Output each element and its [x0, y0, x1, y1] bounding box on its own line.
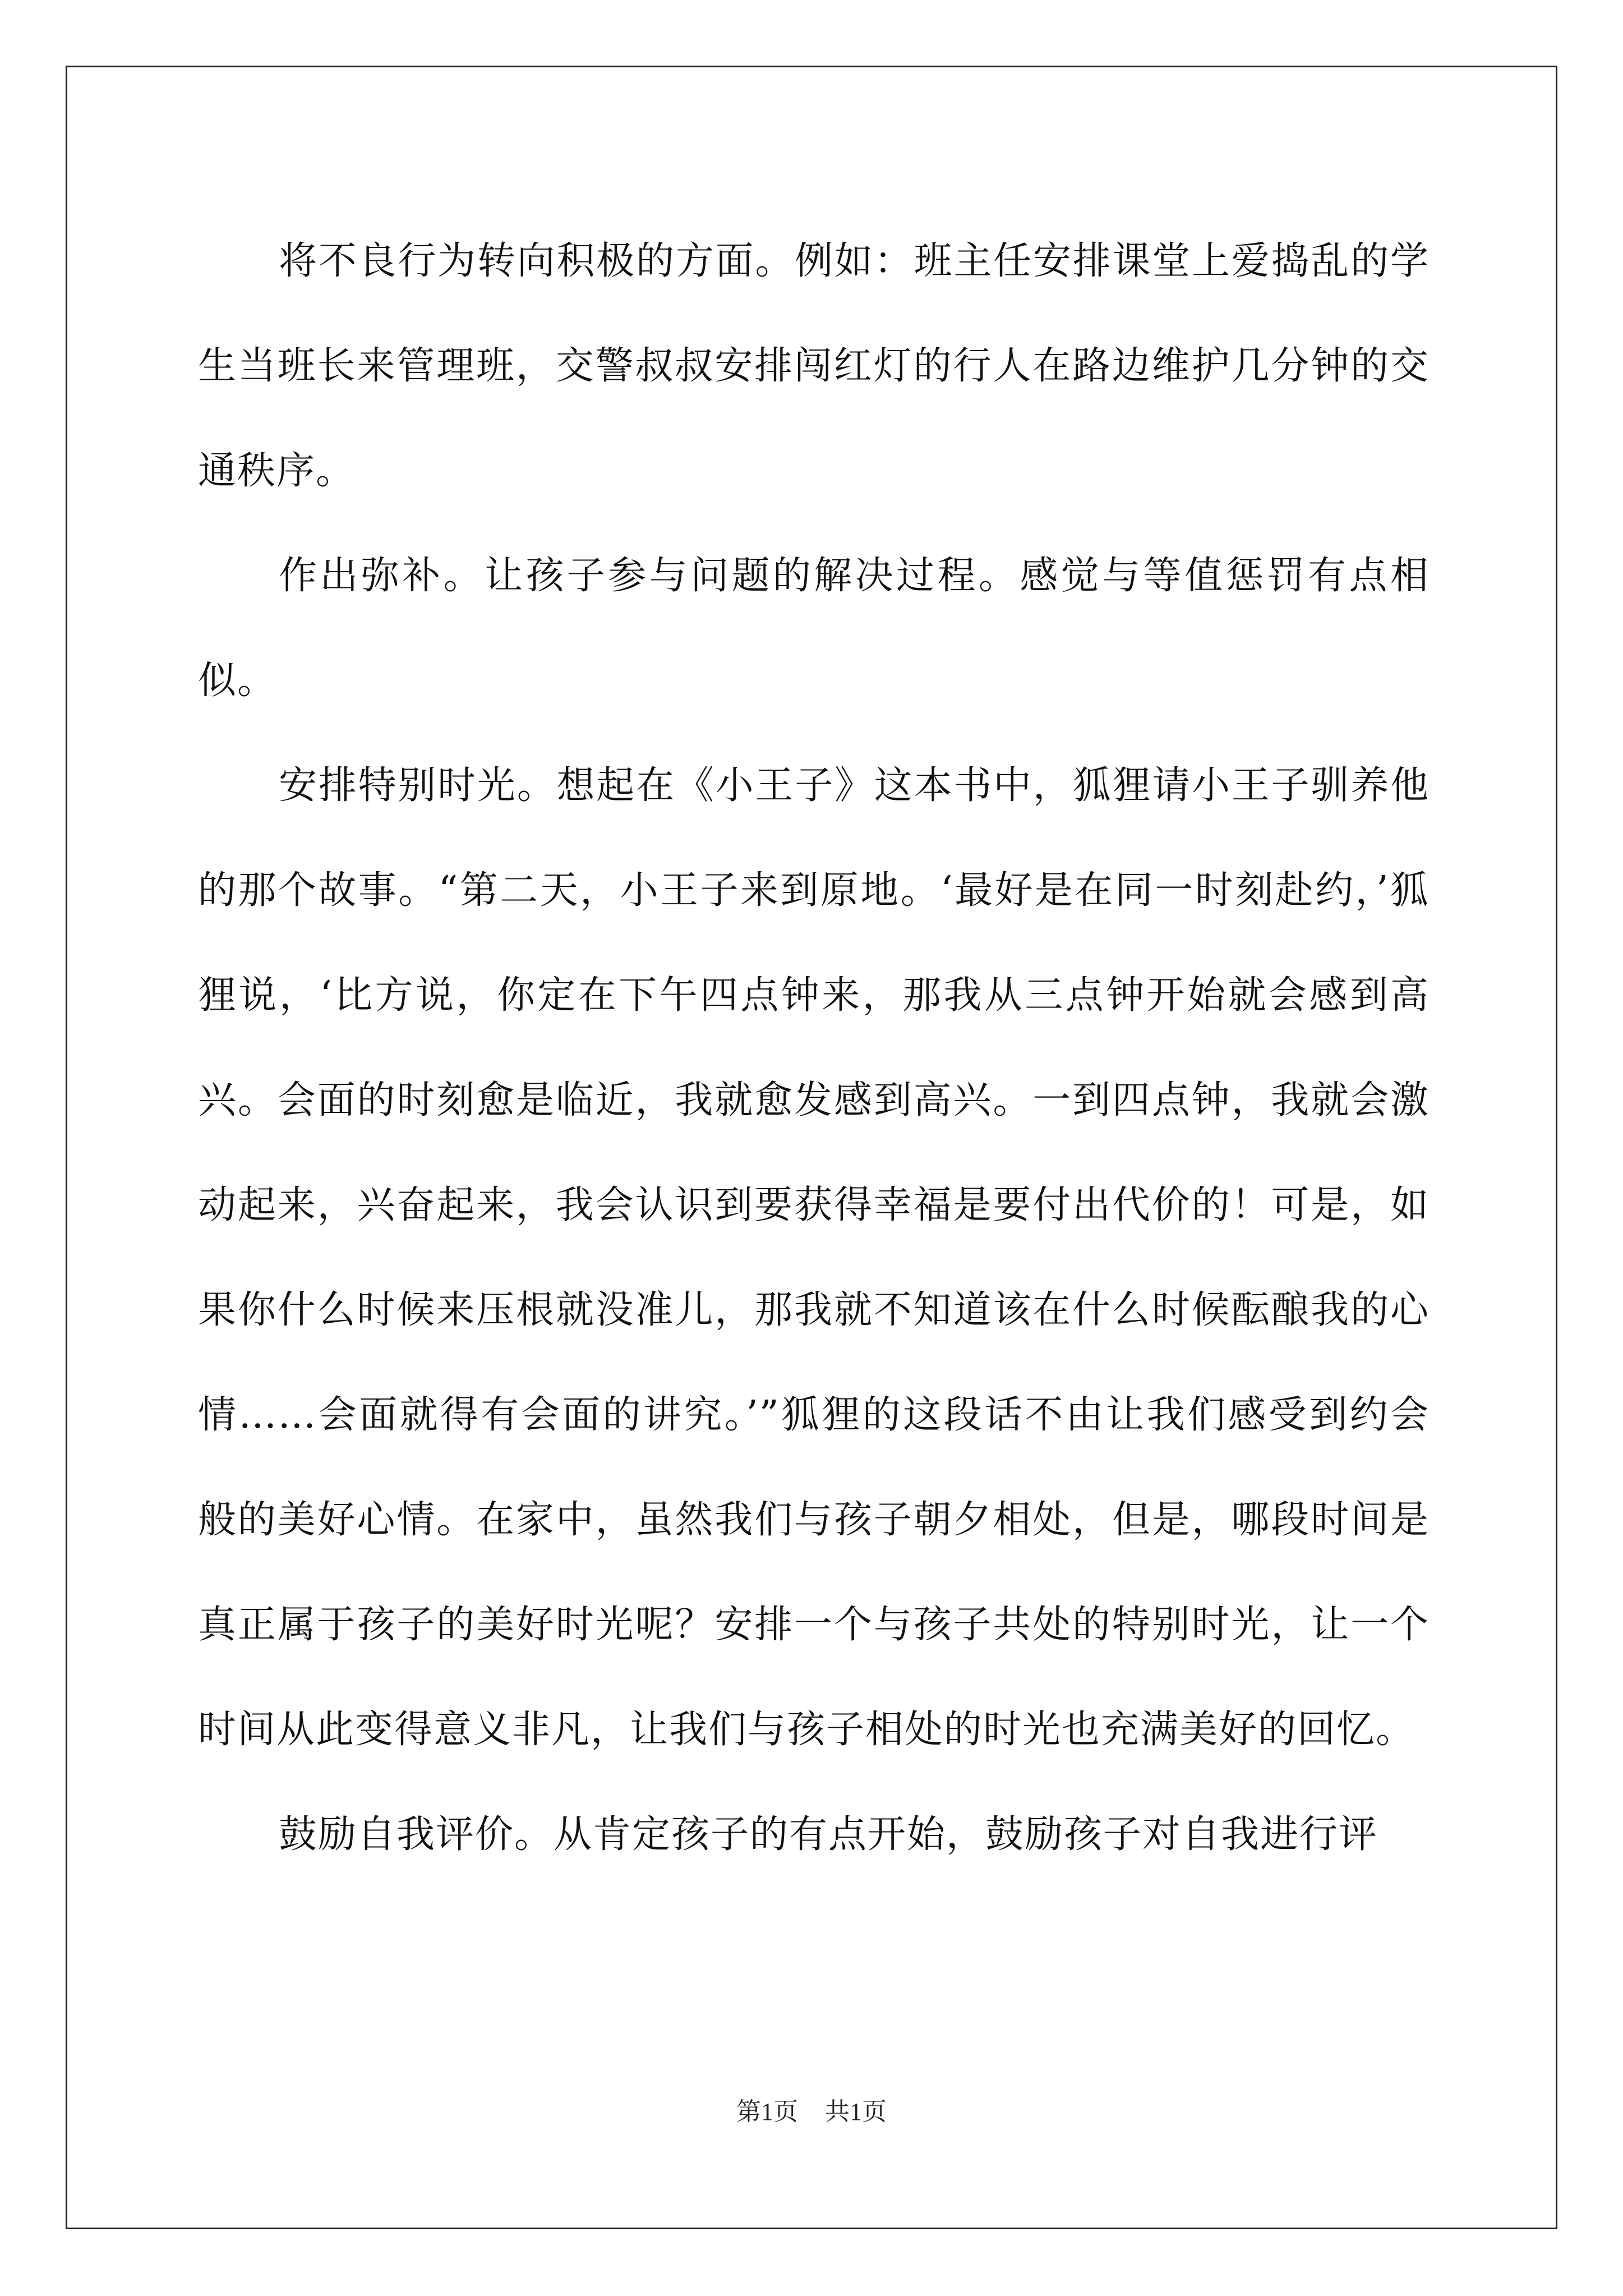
paragraph: 作出弥补。让孩子参与问题的解决过程。感觉与等值惩罚有点相似。	[198, 554, 1430, 703]
document-body	[198, 209, 1430, 1887]
paragraph: 安排特别时光。想起在《小王子》这本书中，狐狸请小王子驯养他的那个故事。“第二天，小王子来到原地。‘最好是在同一时刻赴约，’狐狸说，‘比方说，你定在下午四点钟来，那我从三点钟开始就会感到高兴。会面的时刻愈是临近，我就愈发感到高兴。一到四点钟，我就会激动起来，兴奋起来，我会认识到要获得幸福是要付出代价的！可是，如果你什么时候来压根就没准儿，那我就不知道该在什么时候酝酿我的心情……会面就得有会面的讲究。’”狐狸的这段话不由让我们感受到约会般的美好心情。在家中，虽然我们与孩子朝夕相处，但是，哪段时间是真正属于孩子的美好时光呢？安排一个与孩子共处的特别时光，让一个时间从此变得意义非凡，让我们与孩子相处的时光也充满美好的回忆。	[198, 763, 1430, 1752]
page-total: 共1页	[825, 2098, 887, 2125]
paragraph: 将不良行为转向积极的方面。例如：班主任安排课堂上爱捣乱的学生当班长来管理班，交警叔叔安排闯红灯的行人在路边维护几分钟的交通秩序。	[198, 239, 1430, 493]
page-number: 第1页	[736, 2098, 798, 2125]
page-footer	[0, 2091, 1623, 2127]
paragraph: 鼓励自我评价。从肯定孩子的有点开始，鼓励孩子对自我进行评	[279, 1812, 1378, 1857]
